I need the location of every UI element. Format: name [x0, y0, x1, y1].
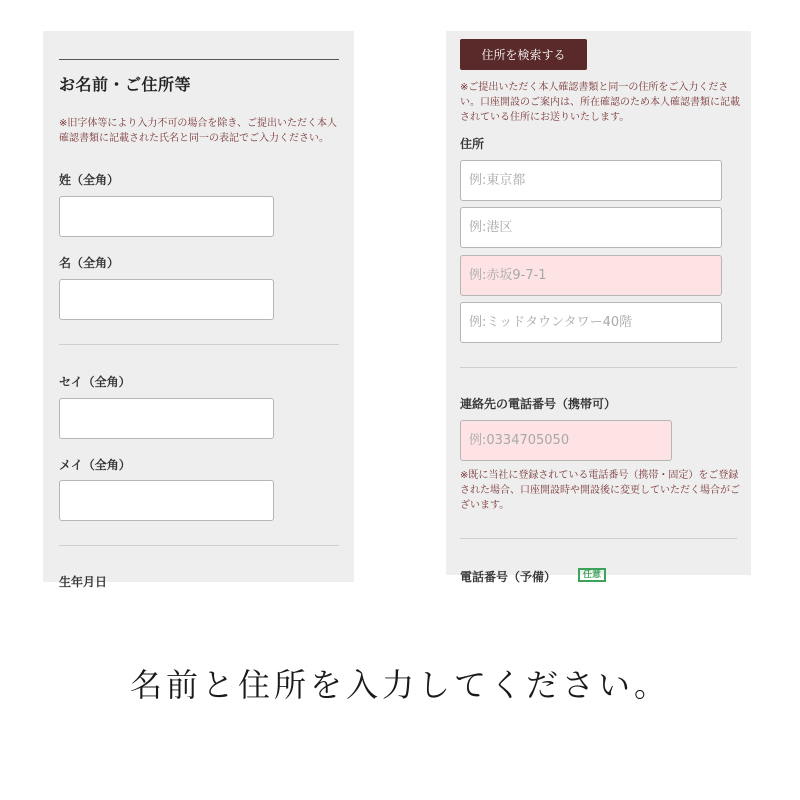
- street-address-input[interactable]: [460, 255, 722, 296]
- phone-input[interactable]: [460, 420, 672, 461]
- last-name-kana-label: セイ（全角）: [59, 375, 131, 389]
- divider: [59, 545, 339, 546]
- backup-phone-label: 電話番号（予備）: [460, 570, 557, 584]
- name-note: ※旧字体等により入力不可の場合を除き、ご提出いただく本人確認書類に記載された氏名と同一の表記でご入力ください。: [59, 118, 337, 144]
- divider: [59, 344, 339, 345]
- first-name-label: 名（全角）: [59, 256, 120, 270]
- address-form-panel: [446, 31, 751, 584]
- city-input[interactable]: [460, 207, 722, 248]
- divider: [460, 367, 737, 368]
- address-label: 住所: [460, 137, 485, 151]
- section-top-divider: [59, 59, 339, 60]
- address-search-button[interactable]: 住所を検索する: [460, 39, 587, 70]
- address-note: ※ご提出いただく本人確認書類と同一の住所をご入力ください。口座開設のご案内は、所在確認のため本人確認書類に記載されている住所にお送りいたします。: [460, 82, 740, 123]
- building-input[interactable]: [460, 302, 722, 343]
- phone-label: 連絡先の電話番号（携帯可）: [460, 397, 617, 411]
- first-name-kana-label: メイ（全角）: [59, 458, 131, 472]
- section-title: お名前・ご住所等: [59, 75, 192, 94]
- prefecture-input[interactable]: [460, 160, 722, 201]
- caption: 名前と住所を入力してください。: [129, 666, 670, 704]
- divider: [460, 538, 737, 539]
- first-name-kana-input[interactable]: [59, 480, 274, 521]
- first-name-input[interactable]: [59, 279, 274, 320]
- last-name-kana-input[interactable]: [59, 398, 274, 439]
- last-name-input[interactable]: [59, 196, 274, 237]
- birthdate-label: 生年月日: [59, 575, 108, 589]
- phone-note: ※既に当社に登録されている電話番号（携帯・固定）をご登録された場合、口座開設時や開設後に変更していただく場合がございます。: [460, 470, 740, 511]
- last-name-label: 姓（全角）: [59, 173, 120, 187]
- optional-badge: 任意: [578, 568, 606, 582]
- name-form-panel: [43, 31, 354, 589]
